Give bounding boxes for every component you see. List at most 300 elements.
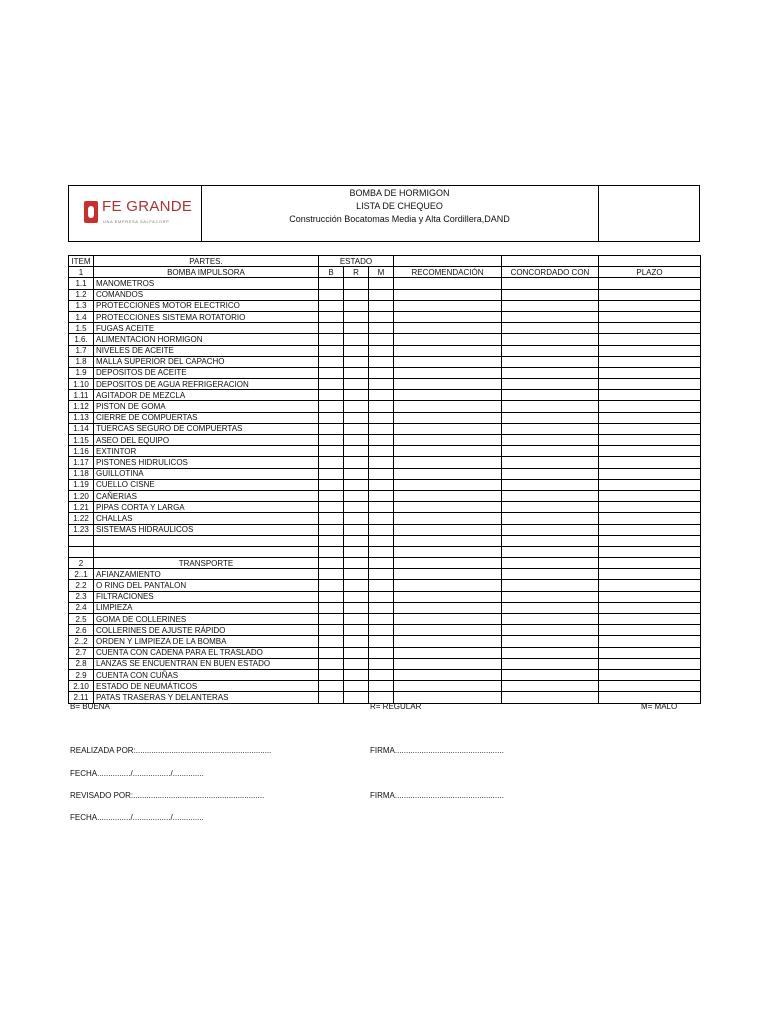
estado-r-cell[interactable]: [344, 658, 369, 669]
item-number: 1.12: [69, 401, 94, 412]
recomendacion-cell[interactable]: [394, 569, 502, 580]
estado-m-cell[interactable]: [369, 457, 394, 468]
estado-b-cell[interactable]: [319, 524, 344, 535]
plazo-cell[interactable]: [599, 334, 701, 345]
checklist-row: [69, 323, 701, 334]
recomendacion-cell[interactable]: [394, 681, 502, 692]
legend-malo: M= MALO: [641, 702, 678, 711]
item-label: AGITADOR DE MEZCLA: [94, 390, 319, 401]
plazo-cell[interactable]: [599, 569, 701, 580]
estado-b-cell[interactable]: [319, 614, 344, 625]
estado-b-cell[interactable]: [319, 289, 344, 300]
item-number: 2.7: [69, 647, 94, 658]
estado-m-cell[interactable]: [369, 580, 394, 591]
plazo-cell[interactable]: [599, 379, 701, 390]
estado-m-cell[interactable]: [369, 401, 394, 412]
item-number: 1.14: [69, 423, 94, 434]
estado-m-cell[interactable]: [369, 479, 394, 490]
item-label: NIVELES DE ACEITE: [94, 345, 319, 356]
estado-r-cell[interactable]: [344, 468, 369, 479]
item-label: ASEO DEL EQUIPO: [94, 435, 319, 446]
plazo-cell[interactable]: [599, 401, 701, 412]
estado-b-cell[interactable]: [319, 323, 344, 334]
item-label: GOMA DE COLLERINES: [94, 614, 319, 625]
recomendacion-cell[interactable]: [394, 669, 502, 680]
item-label: PISTONES HIDRULICOS: [94, 457, 319, 468]
estado-m-cell[interactable]: [369, 625, 394, 636]
section-number: 2: [69, 558, 94, 569]
estado-b-cell[interactable]: [319, 479, 344, 490]
checklist-row: [69, 457, 701, 468]
concordado-cell[interactable]: [502, 446, 599, 457]
estado-m-cell[interactable]: [369, 468, 394, 479]
estado-m-cell[interactable]: [369, 278, 394, 289]
checklist-row: [69, 681, 701, 692]
estado-r-cell[interactable]: [344, 379, 369, 390]
item-number: 1.9: [69, 367, 94, 378]
estado-r-cell[interactable]: [344, 681, 369, 692]
estado-r-cell[interactable]: [344, 692, 369, 703]
estado-b-cell[interactable]: [319, 502, 344, 513]
recomendacion-cell[interactable]: [394, 356, 502, 367]
estado-m-cell[interactable]: [369, 669, 394, 680]
fecha-field[interactable]: FECHA.............../................./..............: [70, 813, 204, 822]
checklist-row: [69, 658, 701, 669]
estado-r-cell[interactable]: [344, 647, 369, 658]
plazo-cell[interactable]: [599, 580, 701, 591]
concordado-cell[interactable]: [502, 401, 599, 412]
item-label: DEPOSITOS DE AGUA REFRIGERACION: [94, 379, 319, 390]
estado-r-cell[interactable]: [344, 300, 369, 311]
item-number: 1.13: [69, 412, 94, 423]
concordado-cell[interactable]: [502, 502, 599, 513]
estado-r-cell[interactable]: [344, 490, 369, 501]
item-number: 1.2: [69, 289, 94, 300]
item-label: CUENTA CON CADENA PARA EL TRASLADO: [94, 647, 319, 658]
fecha-field[interactable]: FECHA.............../................./..............: [70, 769, 204, 778]
estado-b-cell[interactable]: [319, 490, 344, 501]
estado-b-cell[interactable]: [319, 334, 344, 345]
estado-b-cell[interactable]: [319, 692, 344, 703]
firma-field[interactable]: FIRMA.................................................: [370, 746, 504, 755]
recomendacion-cell[interactable]: [394, 401, 502, 412]
estado-m-cell[interactable]: [369, 300, 394, 311]
recomendacion-cell[interactable]: [394, 390, 502, 401]
recomendacion-cell[interactable]: [394, 513, 502, 524]
estado-b-cell[interactable]: [319, 636, 344, 647]
plazo-cell[interactable]: [599, 356, 701, 367]
concordado-cell[interactable]: [502, 367, 599, 378]
plazo-cell[interactable]: [599, 502, 701, 513]
item-label: CAÑERIAS: [94, 490, 319, 501]
estado-r-cell[interactable]: [344, 479, 369, 490]
estado-r-cell[interactable]: [344, 669, 369, 680]
estado-r-cell[interactable]: [344, 367, 369, 378]
item-label: PIPAS CORTA Y LARGA: [94, 502, 319, 513]
recomendacion-cell[interactable]: [394, 602, 502, 613]
recomendacion-cell[interactable]: [394, 446, 502, 457]
estado-m-cell[interactable]: [369, 423, 394, 434]
item-number: 1.15: [69, 435, 94, 446]
estado-b-cell[interactable]: [319, 602, 344, 613]
checklist-row: [69, 401, 701, 412]
concordado-cell[interactable]: [502, 669, 599, 680]
concordado-cell[interactable]: [502, 356, 599, 367]
item-number: 2.8: [69, 658, 94, 669]
item-label: AFIANZAMIENTO: [94, 569, 319, 580]
checklist-row: [69, 647, 701, 658]
estado-m-cell[interactable]: [369, 524, 394, 535]
estado-r-cell[interactable]: [344, 614, 369, 625]
estado-m-cell[interactable]: [369, 658, 394, 669]
estado-m-cell[interactable]: [369, 513, 394, 524]
checklist-row: [69, 345, 701, 356]
recomendacion-cell[interactable]: [394, 658, 502, 669]
checklist-row: [69, 468, 701, 479]
recomendacion-cell[interactable]: [394, 289, 502, 300]
col-r-header: R: [344, 267, 369, 278]
estado-m-cell[interactable]: [369, 345, 394, 356]
concordado-cell[interactable]: [502, 311, 599, 322]
partes-header: PARTES.: [94, 256, 319, 267]
checklist-row: [69, 591, 701, 602]
header-row-2: [69, 267, 701, 278]
concordado-cell[interactable]: [502, 423, 599, 434]
item-label: PATAS TRASERAS Y DELANTERAS: [94, 692, 319, 703]
item-number: 1.16: [69, 446, 94, 457]
concordado-cell[interactable]: [502, 625, 599, 636]
estado-b-cell[interactable]: [319, 669, 344, 680]
plazo-cell[interactable]: [599, 669, 701, 680]
plazo-cell[interactable]: [599, 468, 701, 479]
concordado-cell[interactable]: [502, 468, 599, 479]
concordado-cell[interactable]: [502, 580, 599, 591]
plazo-cell[interactable]: [599, 625, 701, 636]
project-name: Construcción Bocatomas Media y Alta Cordillera,DAND: [289, 214, 510, 224]
concordado-cell[interactable]: [502, 602, 599, 613]
recomendacion-cell[interactable]: [394, 468, 502, 479]
plazo-cell[interactable]: [599, 435, 701, 446]
plazo-cell[interactable]: [599, 681, 701, 692]
item-number: 2..2: [69, 636, 94, 647]
estado-r-cell[interactable]: [344, 502, 369, 513]
estado-b-cell[interactable]: [319, 345, 344, 356]
checklist-row: [69, 513, 701, 524]
concordado-cell[interactable]: [502, 524, 599, 535]
recomendacion-cell[interactable]: [394, 345, 502, 356]
estado-r-cell[interactable]: [344, 390, 369, 401]
estado-r-cell[interactable]: [344, 412, 369, 423]
concordado-cell[interactable]: [502, 289, 599, 300]
revisado-por-field[interactable]: REVISADO POR:...........................................................: [70, 791, 265, 800]
concordado-cell[interactable]: [502, 636, 599, 647]
estado-m-cell[interactable]: [369, 323, 394, 334]
recomendacion-cell[interactable]: [394, 647, 502, 658]
plazo-cell[interactable]: [599, 390, 701, 401]
header-row-1: [69, 256, 701, 267]
plazo-cell[interactable]: [599, 524, 701, 535]
item-number: 1.11: [69, 390, 94, 401]
plazo-cell[interactable]: [599, 513, 701, 524]
estado-m-cell[interactable]: [369, 636, 394, 647]
concordado-cell[interactable]: [502, 490, 599, 501]
item-number: 1.6.: [69, 334, 94, 345]
item-label: ALIMENTACION HORMIGON: [94, 334, 319, 345]
item-number: 1.8: [69, 356, 94, 367]
concordado-cell[interactable]: [502, 647, 599, 658]
plazo-cell[interactable]: [599, 647, 701, 658]
recomendacion-cell[interactable]: [394, 300, 502, 311]
estado-r-cell[interactable]: [344, 636, 369, 647]
section-number: 1: [69, 267, 94, 278]
estado-r-cell[interactable]: [344, 446, 369, 457]
concordado-cell[interactable]: [502, 614, 599, 625]
concordado-cell[interactable]: [502, 681, 599, 692]
item-label: DEPOSITOS DE ACEITE: [94, 367, 319, 378]
estado-b-cell[interactable]: [319, 658, 344, 669]
recomendacion-cell[interactable]: [394, 524, 502, 535]
recomendacion-cell[interactable]: [394, 423, 502, 434]
estado-r-cell[interactable]: [344, 334, 369, 345]
item-number: 1.10: [69, 379, 94, 390]
estado-r-cell[interactable]: [344, 311, 369, 322]
estado-b-cell[interactable]: [319, 591, 344, 602]
estado-b-cell[interactable]: [319, 412, 344, 423]
estado-m-cell[interactable]: [369, 591, 394, 602]
checklist-row: [69, 423, 701, 434]
plazo-cell[interactable]: [599, 602, 701, 613]
document-header: [68, 185, 700, 242]
estado-m-cell[interactable]: [369, 569, 394, 580]
item-label: COLLERINES DE AJUSTE RÁPIDO: [94, 625, 319, 636]
estado-m-cell[interactable]: [369, 334, 394, 345]
estado-b-cell[interactable]: [319, 457, 344, 468]
item-label: PROTECCIONES SISTEMA ROTATORIO: [94, 311, 319, 322]
estado-r-cell[interactable]: [344, 569, 369, 580]
concordado-cell[interactable]: [502, 278, 599, 289]
estado-r-cell[interactable]: [344, 435, 369, 446]
recomendacion-cell[interactable]: [394, 580, 502, 591]
recomendacion-cell[interactable]: [394, 323, 502, 334]
recomendacion-cell[interactable]: [394, 502, 502, 513]
estado-m-cell[interactable]: [369, 502, 394, 513]
blank-row: [69, 535, 701, 546]
firma-field[interactable]: FIRMA.................................................: [370, 791, 504, 800]
checklist-row: [69, 412, 701, 423]
item-number: 2.9: [69, 669, 94, 680]
estado-r-cell[interactable]: [344, 457, 369, 468]
plazo-cell[interactable]: [599, 591, 701, 602]
estado-m-cell[interactable]: [369, 446, 394, 457]
checklist-row: [69, 367, 701, 378]
estado-r-cell[interactable]: [344, 602, 369, 613]
plazo-cell[interactable]: [599, 457, 701, 468]
concordado-cell[interactable]: [502, 323, 599, 334]
estado-r-cell[interactable]: [344, 625, 369, 636]
plazo-cell[interactable]: [599, 636, 701, 647]
item-number: 2.2: [69, 580, 94, 591]
plazo-cell[interactable]: [599, 289, 701, 300]
estado-m-cell[interactable]: [369, 602, 394, 613]
concordado-cell[interactable]: [502, 591, 599, 602]
concordado-cell[interactable]: [502, 435, 599, 446]
checklist-row: [69, 479, 701, 490]
estado-r-cell[interactable]: [344, 289, 369, 300]
concordado-cell[interactable]: [502, 692, 599, 703]
recomendacion-cell[interactable]: [394, 625, 502, 636]
estado-r-cell[interactable]: [344, 513, 369, 524]
estado-b-cell[interactable]: [319, 468, 344, 479]
estado-r-cell[interactable]: [344, 580, 369, 591]
plazo-cell[interactable]: [599, 490, 701, 501]
recomendacion-cell[interactable]: [394, 614, 502, 625]
estado-m-cell[interactable]: [369, 356, 394, 367]
checklist-row: [69, 435, 701, 446]
estado-m-cell[interactable]: [369, 647, 394, 658]
item-number: 1.7: [69, 345, 94, 356]
estado-m-cell[interactable]: [369, 311, 394, 322]
estado-b-cell[interactable]: [319, 446, 344, 457]
estado-b-cell[interactable]: [319, 681, 344, 692]
item-label: FUGAS ACEITE: [94, 323, 319, 334]
item-label: MALLA SUPERIOR DEL CAPACHO: [94, 356, 319, 367]
recomendacion-cell[interactable]: [394, 334, 502, 345]
estado-m-cell[interactable]: [369, 490, 394, 501]
item-label: CUELLO CISNE: [94, 479, 319, 490]
checklist-row: [69, 669, 701, 680]
estado-r-cell[interactable]: [344, 356, 369, 367]
plazo-cell[interactable]: [599, 658, 701, 669]
item-number: 1.17: [69, 457, 94, 468]
realizada-por-field[interactable]: REALIZADA POR:.............................................................: [70, 746, 272, 755]
estado-m-cell[interactable]: [369, 367, 394, 378]
estado-b-cell[interactable]: [319, 300, 344, 311]
estado-m-cell[interactable]: [369, 435, 394, 446]
estado-m-cell[interactable]: [369, 289, 394, 300]
checklist-row: [69, 278, 701, 289]
estado-m-cell[interactable]: [369, 614, 394, 625]
plazo-cell[interactable]: [599, 446, 701, 457]
item-number: 1.21: [69, 502, 94, 513]
plazo-cell[interactable]: [599, 311, 701, 322]
concordado-cell[interactable]: [502, 513, 599, 524]
checklist-row: [69, 502, 701, 513]
estado-m-cell[interactable]: [369, 681, 394, 692]
recomendacion-cell[interactable]: [394, 435, 502, 446]
estado-b-cell[interactable]: [319, 390, 344, 401]
concordado-cell[interactable]: [502, 300, 599, 311]
estado-r-cell[interactable]: [344, 591, 369, 602]
legend-regular: R= REGULAR: [370, 702, 422, 711]
item-label: ESTADO DE NEUMÁTICOS: [94, 681, 319, 692]
plazo-cell[interactable]: [599, 614, 701, 625]
concordado-cell[interactable]: [502, 412, 599, 423]
estado-b-cell[interactable]: [319, 311, 344, 322]
checklist-row: [69, 379, 701, 390]
plazo-header: PLAZO: [599, 267, 701, 278]
estado-b-cell[interactable]: [319, 379, 344, 390]
item-label: LIMPIEZA: [94, 602, 319, 613]
checklist-row: [69, 580, 701, 591]
estado-b-cell[interactable]: [319, 278, 344, 289]
recomendacion-cell[interactable]: [394, 479, 502, 490]
item-number: 2.10: [69, 681, 94, 692]
concordado-cell[interactable]: [502, 334, 599, 345]
estado-r-cell[interactable]: [344, 323, 369, 334]
estado-b-cell[interactable]: [319, 356, 344, 367]
estado-b-cell[interactable]: [319, 367, 344, 378]
estado-b-cell[interactable]: [319, 647, 344, 658]
recomendacion-cell[interactable]: [394, 457, 502, 468]
plazo-cell[interactable]: [599, 412, 701, 423]
estado-r-cell[interactable]: [344, 401, 369, 412]
checklist-row: [69, 300, 701, 311]
concordado-cell[interactable]: [502, 390, 599, 401]
estado-b-cell[interactable]: [319, 625, 344, 636]
concordado-cell[interactable]: [502, 569, 599, 580]
estado-b-cell[interactable]: [319, 569, 344, 580]
checklist-row: [69, 289, 701, 300]
estado-m-cell[interactable]: [369, 412, 394, 423]
checklist-row: [69, 524, 701, 535]
title-block: [201, 186, 599, 241]
col-m-header: M: [369, 267, 394, 278]
estado-r-cell[interactable]: [344, 278, 369, 289]
checklist-row: [69, 625, 701, 636]
item-label: LANZAS SE ENCUENTRAN EN BUEN ESTADO: [94, 658, 319, 669]
checklist-row: [69, 356, 701, 367]
item-number: 2.5: [69, 614, 94, 625]
item-number: 2.11: [69, 692, 94, 703]
estado-r-cell[interactable]: [344, 423, 369, 434]
recomendacion-cell[interactable]: [394, 311, 502, 322]
concordado-cell[interactable]: [502, 457, 599, 468]
plazo-cell[interactable]: [599, 367, 701, 378]
checklist-row: [69, 614, 701, 625]
recomendacion-cell[interactable]: [394, 490, 502, 501]
recomendacion-cell[interactable]: [394, 591, 502, 602]
estado-m-cell[interactable]: [369, 379, 394, 390]
estado-m-cell[interactable]: [369, 390, 394, 401]
plazo-cell[interactable]: [599, 278, 701, 289]
plazo-cell[interactable]: [599, 479, 701, 490]
estado-b-cell[interactable]: [319, 423, 344, 434]
concordado-cell[interactable]: [502, 658, 599, 669]
recomendacion-cell[interactable]: [394, 636, 502, 647]
concordado-cell[interactable]: [502, 379, 599, 390]
concordado-cell[interactable]: [502, 345, 599, 356]
recomendacion-cell[interactable]: [394, 367, 502, 378]
plazo-cell[interactable]: [599, 345, 701, 356]
recomendacion-cell[interactable]: [394, 412, 502, 423]
item-label: ORDEN Y LIMPIEZA DE LA BOMBA: [94, 636, 319, 647]
estado-b-cell[interactable]: [319, 435, 344, 446]
estado-r-cell[interactable]: [344, 524, 369, 535]
recomendacion-cell[interactable]: [394, 278, 502, 289]
estado-r-cell[interactable]: [344, 345, 369, 356]
recomendacion-cell[interactable]: [394, 379, 502, 390]
item-label: PISTON DE GOMA: [94, 401, 319, 412]
plazo-cell[interactable]: [599, 323, 701, 334]
estado-b-cell[interactable]: [319, 513, 344, 524]
plazo-cell[interactable]: [599, 423, 701, 434]
section-title: BOMBA IMPULSORA: [94, 267, 319, 278]
concordado-cell[interactable]: [502, 479, 599, 490]
estado-b-cell[interactable]: [319, 580, 344, 591]
estado-b-cell[interactable]: [319, 401, 344, 412]
logo: [69, 186, 202, 241]
plazo-cell[interactable]: [599, 300, 701, 311]
